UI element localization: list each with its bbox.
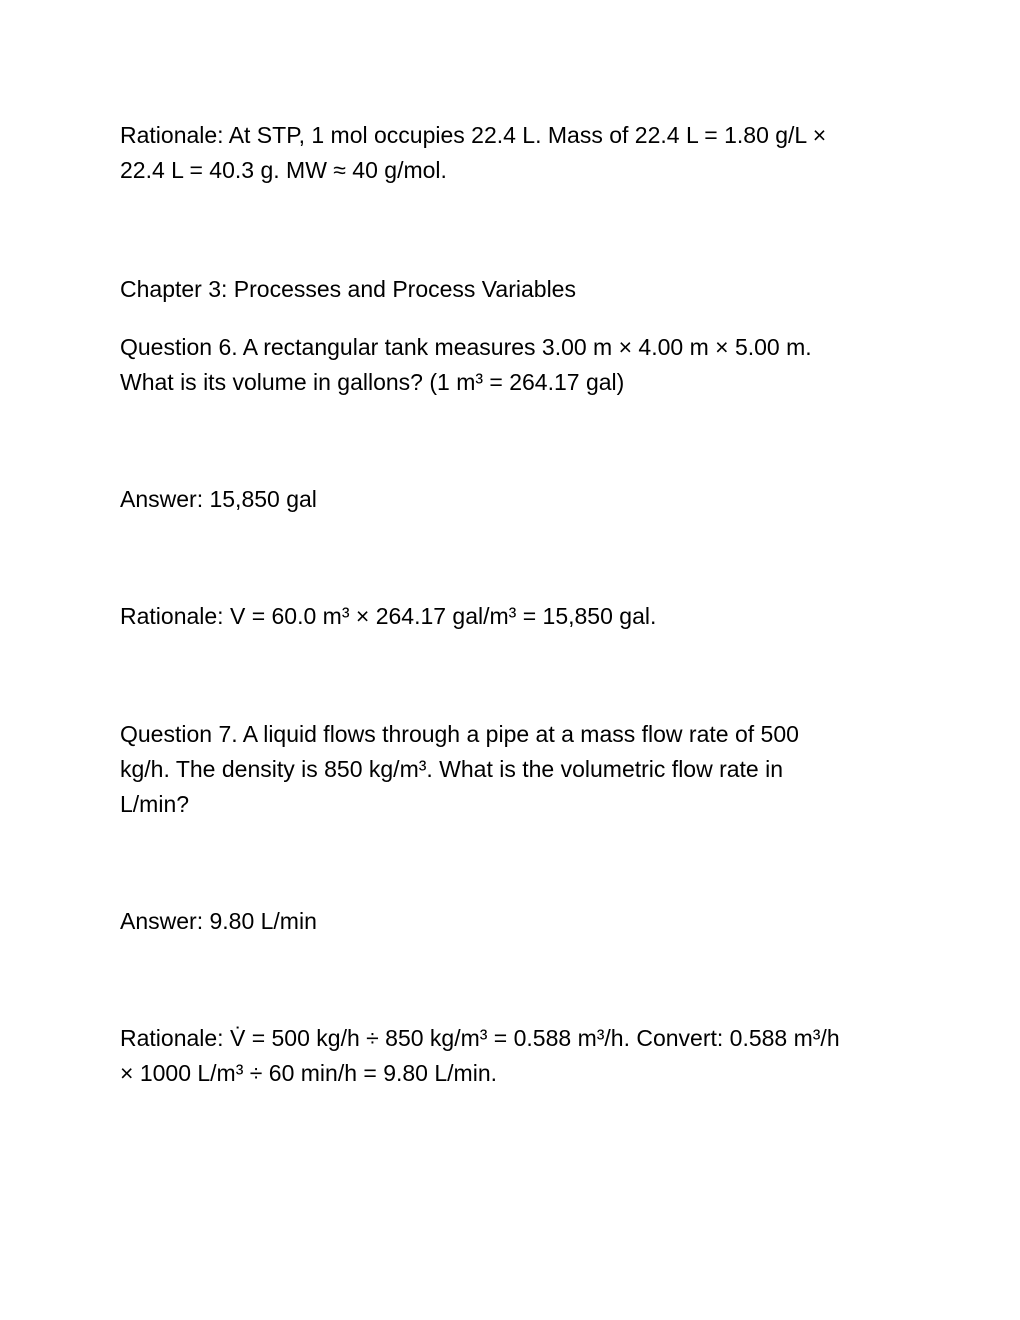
- text-line: 22.4 L = 40.3 g. MW ≈ 40 g/mol.: [120, 157, 447, 183]
- rationale-paragraph: [120, 599, 900, 634]
- text-line: × 1000 L/m³ ÷ 60 min/h = 9.80 L/min.: [120, 1060, 497, 1086]
- answer-paragraph: [120, 482, 900, 517]
- text-line: Rationale: V = 60.0 m³ × 264.17 gal/m³ = 15,850 gal.: [120, 603, 657, 629]
- chapter-heading: [120, 272, 900, 307]
- text-line: Answer: 15,850 gal: [120, 486, 317, 512]
- text-line: Rationale: At STP, 1 mol occupies 22.4 L. Mass of 22.4 L = 1.80 g/L ×: [120, 122, 827, 148]
- rationale-paragraph: [120, 1021, 900, 1091]
- text-line: Chapter 3: Processes and Process Variables: [120, 276, 576, 302]
- text-line: Question 6. A rectangular tank measures 3.00 m × 4.00 m × 5.00 m.: [120, 334, 812, 360]
- text-line: Rationale: V̇ = 500 kg/h ÷ 850 kg/m³ = 0.588 m³/h. Convert: 0.588 m³/h: [120, 1025, 840, 1051]
- question-paragraph: [120, 330, 900, 400]
- text-line: Answer: 9.80 L/min: [120, 908, 317, 934]
- text-line: kg/h. The density is 850 kg/m³. What is the volumetric flow rate in: [120, 756, 784, 782]
- text-line: What is its volume in gallons? (1 m³ = 264.17 gal): [120, 369, 625, 395]
- question-paragraph: [120, 717, 900, 822]
- rationale-paragraph: [120, 118, 900, 188]
- answer-paragraph: [120, 904, 900, 939]
- text-line: Question 7. A liquid flows through a pipe at a mass flow rate of 500: [120, 721, 799, 747]
- text-line: L/min?: [120, 791, 190, 817]
